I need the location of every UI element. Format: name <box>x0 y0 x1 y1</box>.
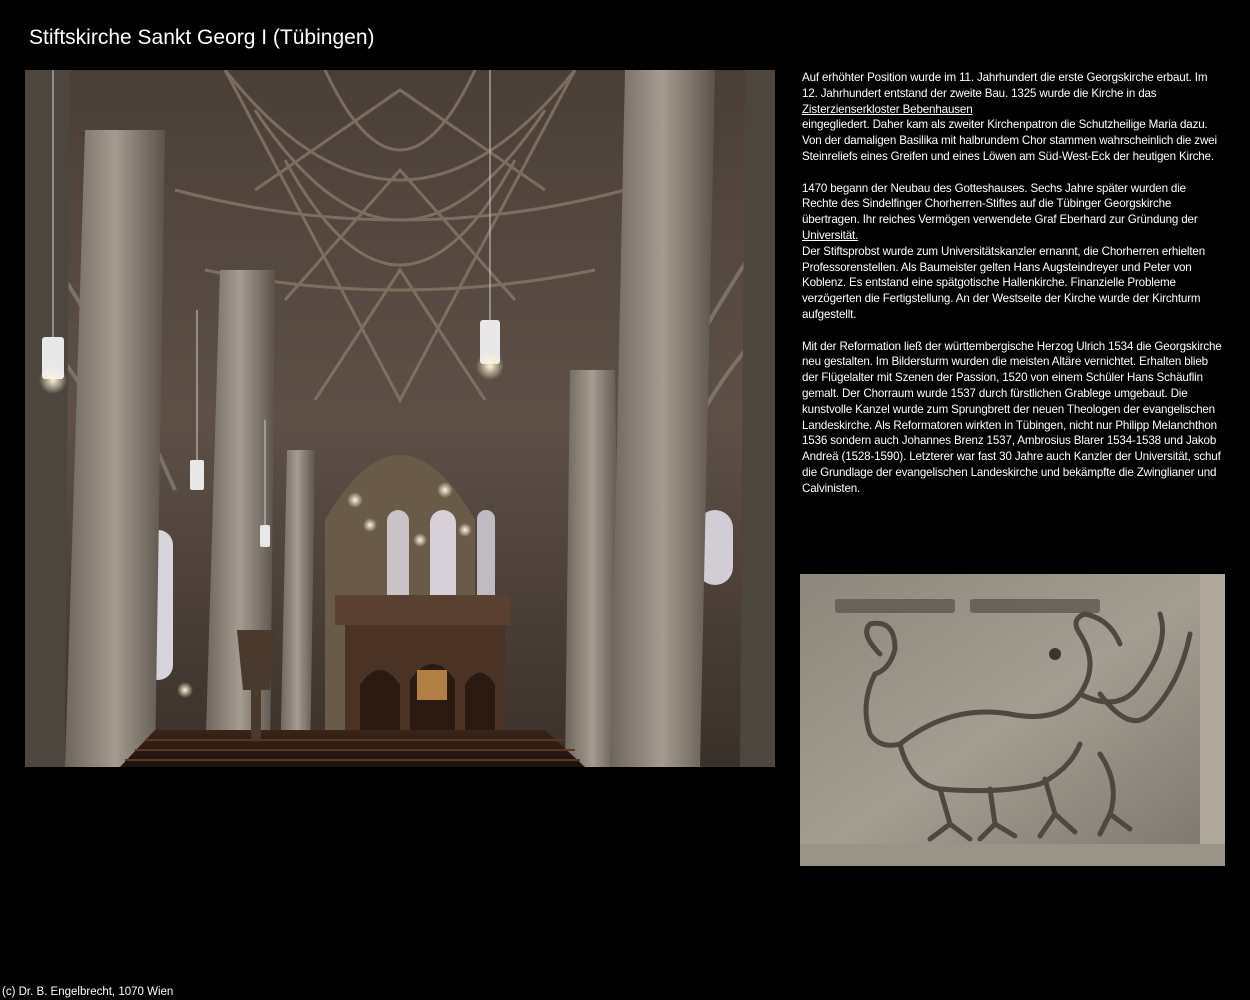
paragraph-history-text: Auf erhöhter Position wurde im 11. Jahrhundert die erste Georgskirche erbaut. Im 12. Jahrhundert entstand der zweite Bau. 1325 wurde die Kirche in das <box>802 71 1208 100</box>
page-title: Stiftskirche Sankt Georg I (Tübingen) <box>29 26 375 49</box>
church-interior-photo <box>25 70 775 767</box>
paragraph-history <box>802 70 1222 165</box>
griffin-relief-illustration <box>800 574 1225 866</box>
copyright-footer: (c) Dr. B. Engelbrecht, 1070 Wien <box>2 986 174 998</box>
article-text <box>802 70 1222 512</box>
paragraph-reformation: Mit der Reformation ließ der württembergische Herzog Ulrich 1534 die Georgskirche neu gestalten. Im Bildersturm wurden die meisten Altäre vernichtet. Erhalten blieb der Flügelalter mit Szenen der Passion, 1520 von einem Schüler Hans Schäuflin gemalt. Der Chorraum wurde 1537 durch fürstlichen Grablege umgebaut. Die kunstvolle Kanzel wurde zum Sprungbrett der neuen Theologen der evangelischen Landeskirche. Als Reformatoren wirkten in Tübingen, nicht nur Philipp Melanchthon 1536 sondern auch Johannes Brenz 1537, Ambrosius Blarer 1534-1538 und Jakob Andreä (1528-1590). Letzterer war fast 30 Jahre auch Kanzler der Universität, schuf die Grundlage der evangelischen Landeskirche und bekämpfte die Zwinglianer und Calvinisten. <box>802 339 1222 495</box>
paragraph-rebuild-text: 1470 begann der Neubau des Gotteshauses. Sechs Jahre später wurden die Rechte des Sindelfinger Chorherren-Stiftes auf die Tübinger Georgskirche übertragen. Ihr reiches Vermögen verwendete Graf Eberhard zur Gründung der <box>802 181 1198 227</box>
church-interior-illustration <box>25 70 775 767</box>
link-universitaet[interactable]: Universität. <box>802 228 859 242</box>
griffin-relief-photo <box>800 574 1225 866</box>
paragraph-rebuild-continued: Der Stiftsprobst wurde zum Universitätskanzler ernannt, die Chorherren erhielten Professorenstellen. Als Baumeister gelten Hans Augsteindreyer und Peter von Koblenz. Es entstand eine spätgotische Hallenkirche. Finanzielle Probleme verzögerten die Fertigstellung. An der Westseite der Kirche wurde der Kirchturm aufgestellt. <box>802 244 1205 321</box>
paragraph-history-continued: eingegliedert. Daher kam als zweiter Kirchenpatron die Schutzheilige Maria dazu. Von der damaligen Basilika mit halbrundem Chor stammen wahrscheinlich die zwei Steinreliefs eines Greifen und eines Löwen am Süd-West-Eck der heutigen Kirche. <box>802 118 1217 163</box>
link-zisterzienserkloster-bebenhausen[interactable]: Zisterzienserkloster Bebenhausen <box>802 102 973 116</box>
paragraph-rebuild <box>802 181 1222 323</box>
